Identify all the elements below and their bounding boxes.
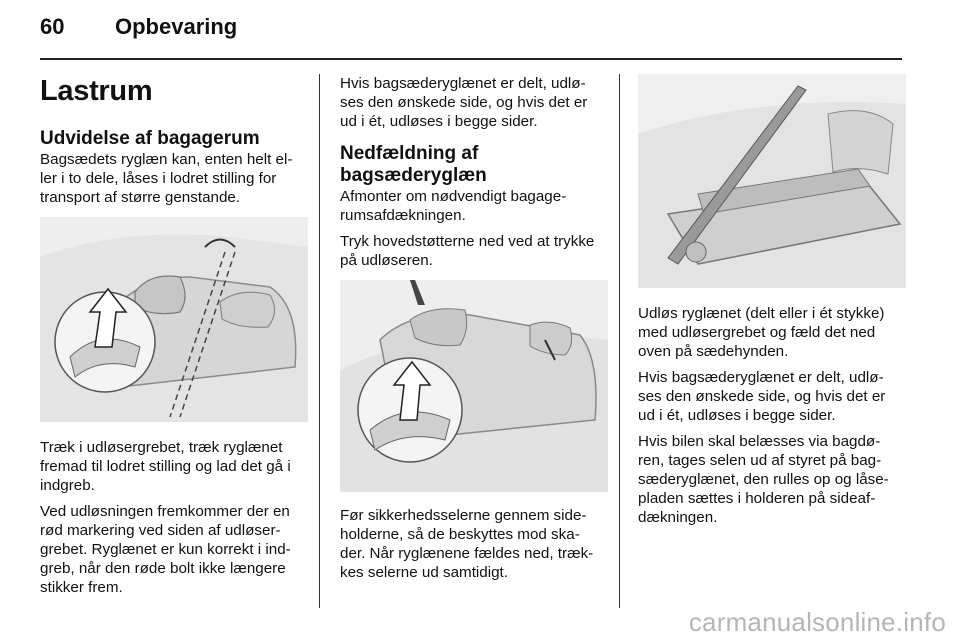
paragraph: Bagsædets ryglæn kan, enten helt el- ler i to dele, låses i lodret stilling for transport af større genstande.: [40, 151, 293, 206]
column-3: [638, 74, 906, 534]
paragraph: Hvis bagsæderyglænet er delt, udlø- ses den ønskede side, og hvis det er ud i ét, udløses i begge sider.: [638, 369, 886, 424]
column-divider: [619, 74, 620, 608]
paragraph: Udløs ryglænet (delt eller i ét stykke) med udløsergrebet og fæld det ned oven på sædehynden.: [638, 305, 885, 360]
figure-headrest-release: [340, 280, 608, 492]
subsection-heading: Udvidelse af bagagerum: [40, 128, 260, 149]
section-heading: Lastrum: [40, 75, 153, 107]
paragraph: Tryk hovedstøtterne ned ved at trykke på udløseren.: [340, 233, 595, 269]
paragraph: Hvis bilen skal belæsses via bagdø- ren, tages selen ud af styret på bag- sæderyglænet, den rulles op og låse- pladen sættes i holderen på sideaf- dækningen.: [638, 433, 889, 526]
paragraph: Før sikkerhedsselerne gennem side- holderne, så de beskyttes mod ska- der. Når ryglænene fældes ned, træk- kes selerne ud samtidigt.: [340, 507, 594, 581]
figure-seatback-release: [40, 217, 308, 422]
paragraph: Hvis bagsæderyglænet er delt, udlø- ses den ønskede side, og hvis det er ud i ét, udløses i begge sider.: [340, 75, 588, 130]
column-1: [40, 74, 308, 604]
paragraph: Træk i udløsergrebet, træk ryglænet fremad til lodret stilling og lad det gå i indgreb.: [40, 439, 291, 494]
header-rule: [40, 58, 902, 60]
running-title: Opbevaring: [115, 14, 238, 39]
column-divider: [319, 74, 320, 608]
figure-folded-seatback: [638, 74, 906, 288]
page-number: 60: [40, 14, 65, 39]
column-2: [340, 74, 608, 589]
paragraph: Afmonter om nødvendigt bagage- rumsafdækningen.: [340, 188, 567, 224]
subsection-heading: Nedfældning af bagsæderyglæn: [340, 143, 487, 186]
watermark: carmanualsonline.info: [688, 607, 946, 637]
page-header: [40, 14, 902, 54]
paragraph: Ved udløsningen fremkommer der en rød markering ved siden af udløser- grebet. Ryglænet er kun korrekt i ind- greb, når den røde bolt ikke længere stikker frem.: [40, 503, 291, 596]
